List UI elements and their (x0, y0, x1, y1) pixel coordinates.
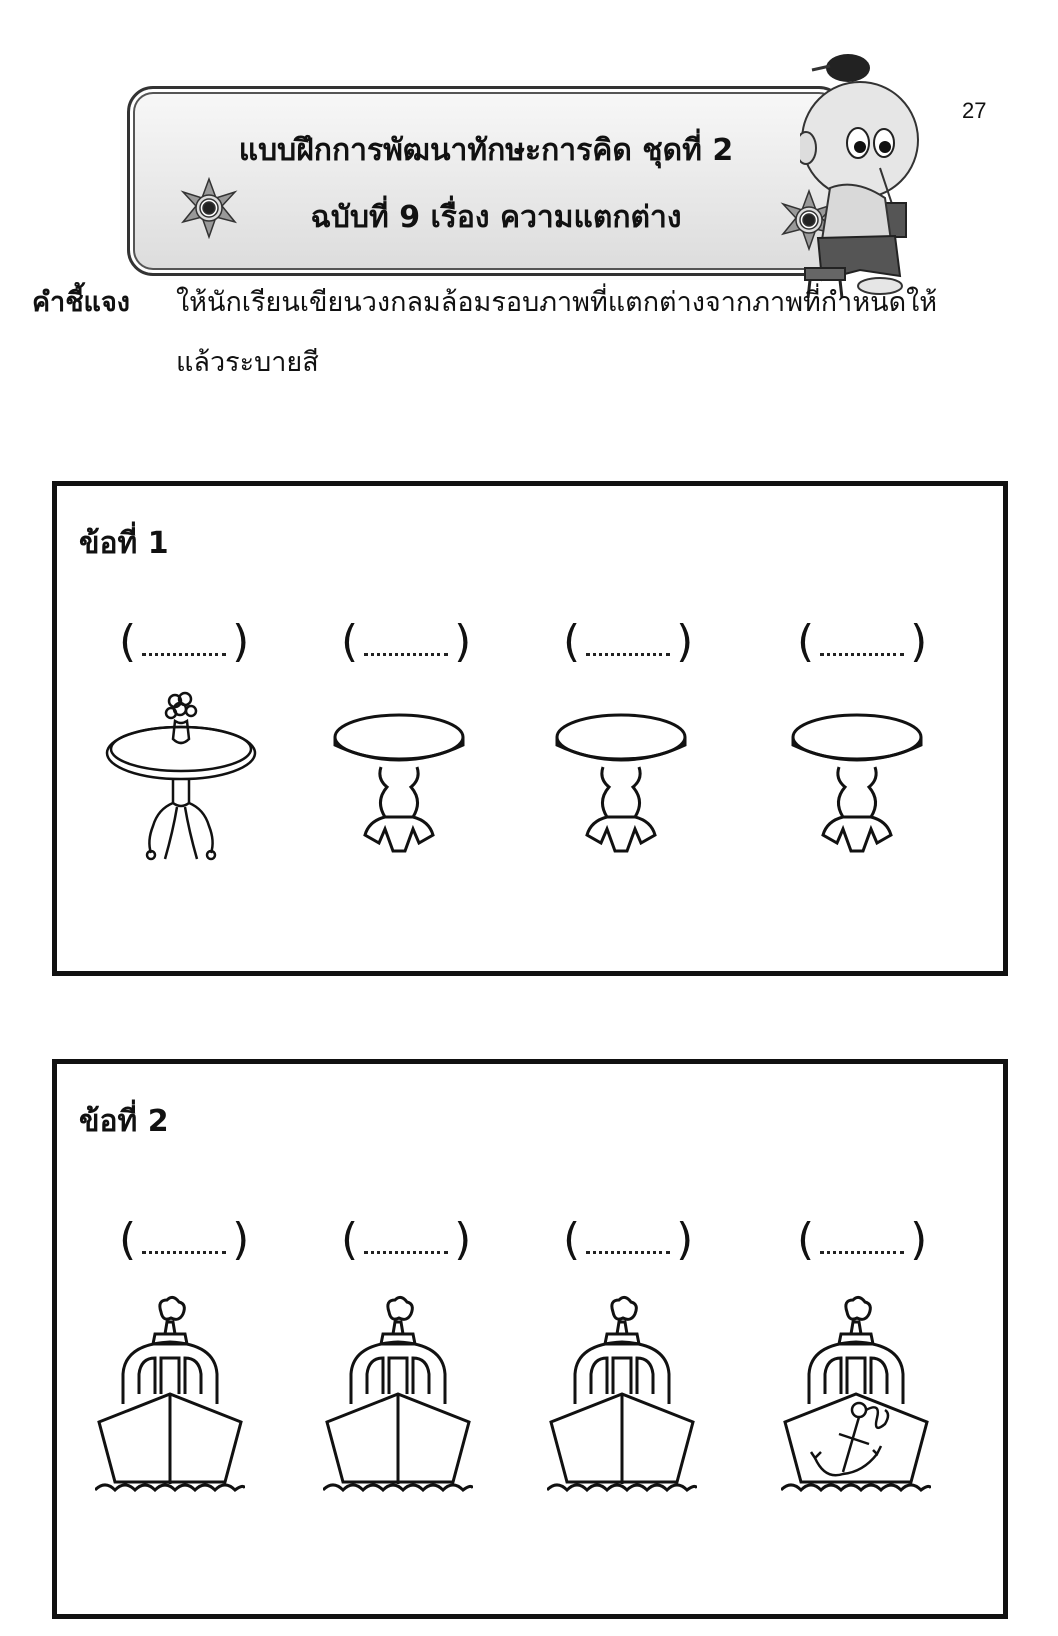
instructions-text-continued: แล้วระบายสี (176, 347, 319, 378)
ship-icon[interactable] (547, 1294, 697, 1514)
worksheet-header (127, 86, 845, 276)
ship-with-anchor-icon[interactable] (781, 1294, 931, 1514)
table-icon[interactable] (551, 711, 691, 861)
answer-blank[interactable]: ( ) (341, 616, 472, 667)
table-icon[interactable] (329, 711, 469, 861)
ship-icon[interactable] (323, 1294, 473, 1514)
question-2-label: ข้อที่ 2 (79, 1104, 169, 1139)
answer-blank[interactable]: ( ) (797, 616, 928, 667)
answer-blank[interactable]: ( ) (797, 1214, 928, 1265)
answer-blank[interactable]: ( ) (563, 616, 694, 667)
worksheet-subtitle: ฉบับที่ 9 เรื่อง ความแตกต่าง (310, 200, 682, 235)
question-2-box (52, 1059, 1008, 1619)
anchor-icon (811, 1403, 888, 1475)
answer-blank[interactable]: ( ) (341, 1214, 472, 1265)
answer-blank[interactable]: ( ) (119, 616, 250, 667)
answer-blank[interactable]: ( ) (119, 1214, 250, 1265)
question-1-label: ข้อที่ 1 (79, 526, 169, 561)
answer-blank[interactable]: ( ) (563, 1214, 694, 1265)
thai-flower-icon (178, 177, 240, 239)
instructions-label: คำชี้แจง (32, 287, 130, 318)
instructions-text: ให้นักเรียนเขียนวงกลมล้อมรอบภาพที่แตกต่างจากภาพที่กำหนดให้ (176, 287, 938, 318)
worksheet-title: แบบฝึกการพัฒนาทักษะการคิด ชุดที่ 2 (238, 133, 734, 168)
ship-icon[interactable] (95, 1294, 245, 1514)
question-1-box (52, 481, 1008, 976)
table-icon[interactable] (787, 711, 927, 861)
page-number: 27 (962, 98, 987, 123)
table-with-vase-icon[interactable] (103, 691, 263, 871)
thai-boy-mascot-icon (800, 48, 950, 298)
